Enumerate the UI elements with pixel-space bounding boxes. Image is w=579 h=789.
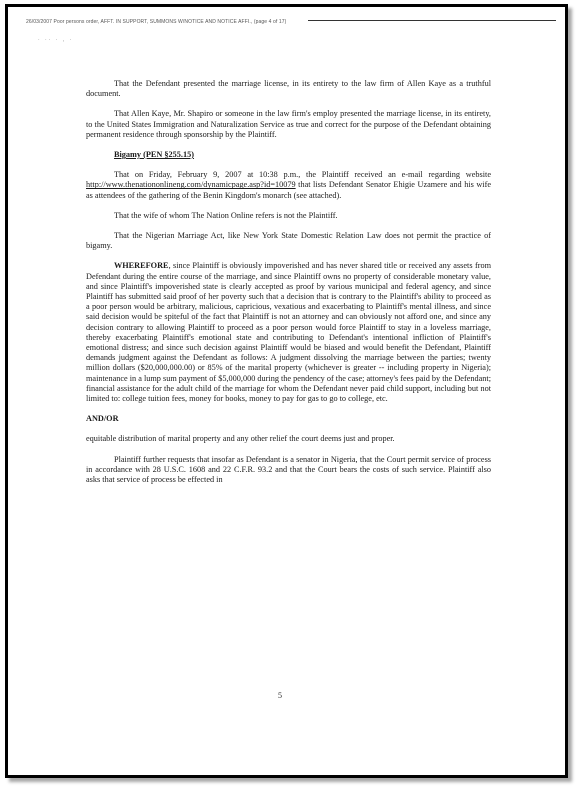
email-text-before-url: That on Friday, February 9, 2007 at 10:38 p.m., the Plaintiff received an e-mail regarding website (114, 170, 491, 180)
paragraph-wife-not-plaintiff: That the wife of whom The Nation Online refers is not the Plaintiff. (114, 210, 338, 220)
fax-header-line: 26/03/2007 Poor persons order, AFFT. IN SUPPORT, SUMMONS W/NOTICE AND NOTICE AFFI., (page 4 of 17) (26, 19, 287, 25)
paragraph-email-website (86, 170, 491, 201)
paragraph-service-of-process: Plaintiff further requests that insofar as Defendant is a senator in Nigeria, that the Court permit service of process in accordance with 28 U.S.C. 1608 and 22 C.F.R. 93.2 and that the Court bears the costs of such service. Plaintiff also asks that service of process be effected in (86, 454, 491, 485)
email-text-after-url: that lists Defendant Senator Ehigie Uzamere and his wife as attendees of the gathering of the Benin Kingdom's monarch (see attached). (86, 180, 491, 200)
paragraph-marriage-license-presented: That the Defendant presented the marriage license, in its entirety to the law firm of Allen Kaye as a truthful document. (86, 79, 491, 99)
document-body (86, 79, 491, 495)
fax-specks: · ·· · , · (38, 37, 74, 43)
paragraph-equitable-distribution: equitable distribution of marital property and any other relief the court deems just and proper. (86, 434, 395, 444)
paragraph-wherefore (86, 261, 491, 404)
paragraph-marriage-act: That the Nigerian Marriage Act, like New York State Domestic Relation Law does not permit the practice of bigamy. (86, 231, 491, 251)
website-url-link[interactable]: http://www.thenationonlineng.com/dynamicpage.asp?id=10079 (86, 180, 296, 190)
page-number: 5 (278, 691, 282, 700)
and-or-heading: AND/OR (86, 414, 119, 424)
paragraph-immigration-service: That Allen Kaye, Mr. Shapiro or someone in the law firm's employ presented the marriage license, in its entirety, to the United States Immigration and Naturalization Service as true and correct for the purpose of the Defendant obtaining permanent residence through sponsorship by the Plaintiff. (86, 109, 491, 139)
fax-header-rule (308, 20, 556, 21)
document-page (5, 4, 568, 778)
wherefore-keyword: WHEREFORE (114, 261, 169, 271)
bigamy-heading: Bigamy (PEN §255.15) (114, 150, 194, 160)
wherefore-text: , since Plaintiff is obviously impoverished and has never shared title or received any assets from Defendant during the entire course of the marriage, and since Plaintiff owns no property of considerable monetary value, and since Plaintiff's impoverished state is clearly accepted as proof by various municipal and federal agency, and since Plaintiff has submitted said proof of her poverty such that a decision that is contrary to the Plaintiff's ability to proceed as a poor person would be arbitrary, malicious, capricious, vexatious and exacerbating to Plaintiff's mental illness, and since said decision would be spiteful of the fact that Plaintiff is not an attorney and can obviously not afford one, and since any decision contrary to allowing Plaintiff to proceed as a poor person would force Plaintiff to stay in a loveless marriage, thereby exacerbating Plaintiff's emotional state and contributing to Defendant's intentional infliction of Plaintiff's emotional distress; and since such decision against Plaintiff would be biased and would benefit the Defendant, Plaintiff demands judgment against the Defendant as follows: A judgment dissolving the marriage between the parties; twenty million dollars ($20,000,000.00) or 85% of the marital property (whichever is greater -- including property in Nigeria); maintenance in a lump sum payment of $5,000,000 during the pendency of the case; attorney's fees paid by the Defendant; financial assistance for the adult child of the marriage for whom the Defendant never paid child support, including but not limited to: college tuition fees, money for books, money to pay for gas to go to college, etc. (86, 261, 491, 404)
